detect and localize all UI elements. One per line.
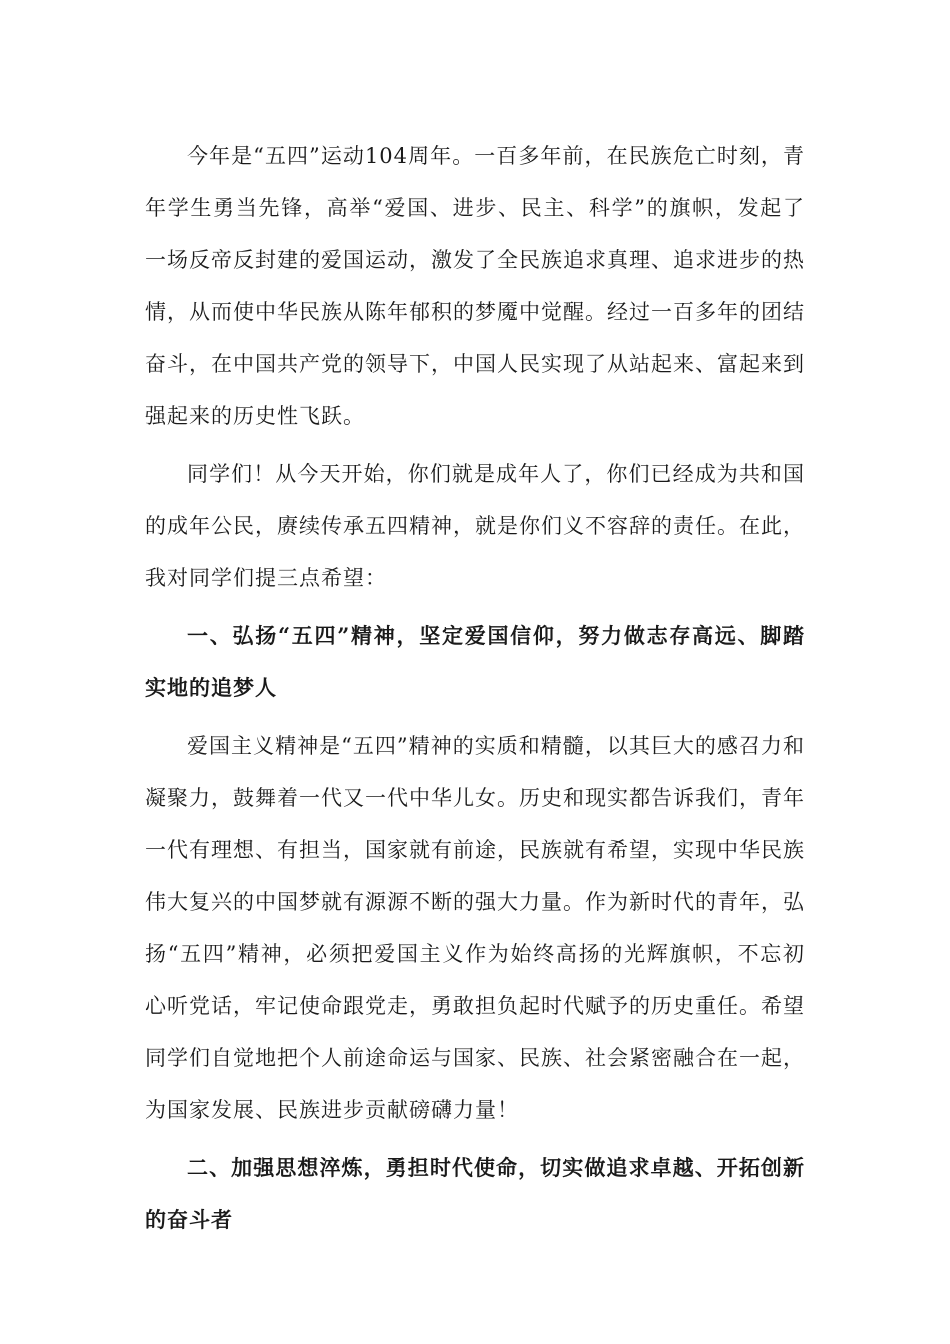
paragraph-address: 同学们！从今天开始，你们就是成年人了，你们已经成为共和国的成年公民，赓续传承五四精神，就是你们义不容辞的责任。在此，我对同学们提三点希望： <box>145 462 805 590</box>
section-heading-2: 二、加强思想淬炼，勇担时代使命，切实做追求卓越、开拓创新的奋斗者 <box>145 1155 805 1232</box>
paragraph-intro: 今年是“五四”运动104周年。一百多年前，在民族危亡时刻，青年学生勇当先锋，高举“爱国、进步、民主、科学”的旗帜，发起了一场反帝反封建的爱国运动，激发了全民族追求真理、追求进步的热情，从而使中华民族从陈年郁积的梦魇中觉醒。经过一百多年的团结奋斗，在中国共产党的领导下，中国人民实现了从站起来、富起来到强起来的历史性飞跃。 <box>145 144 805 428</box>
section-heading-1: 一、弘扬“五四”精神，坚定爱国信仰，努力做志存高远、脚踏实地的追梦人 <box>145 623 805 700</box>
document-body <box>145 130 805 1246</box>
paragraph-section-1: 爱国主义精神是“五四”精神的实质和精髓，以其巨大的感召力和凝聚力，鼓舞着一代又一代中华儿女。历史和现实都告诉我们，青年一代有理想、有担当，国家就有前途，民族就有希望，实现中华民族伟大复兴的中国梦就有源源不断的强大力量。作为新时代的青年，弘扬“五四”精神，必须把爱国主义作为始终高扬的光辉旗帜，不忘初心听党话，牢记使命跟党走，勇敢担负起时代赋予的历史重任。希望同学们自觉地把个人前途命运与国家、民族、社会紧密融合在一起，为国家发展、民族进步贡献磅礴力量！ <box>145 734 805 1122</box>
